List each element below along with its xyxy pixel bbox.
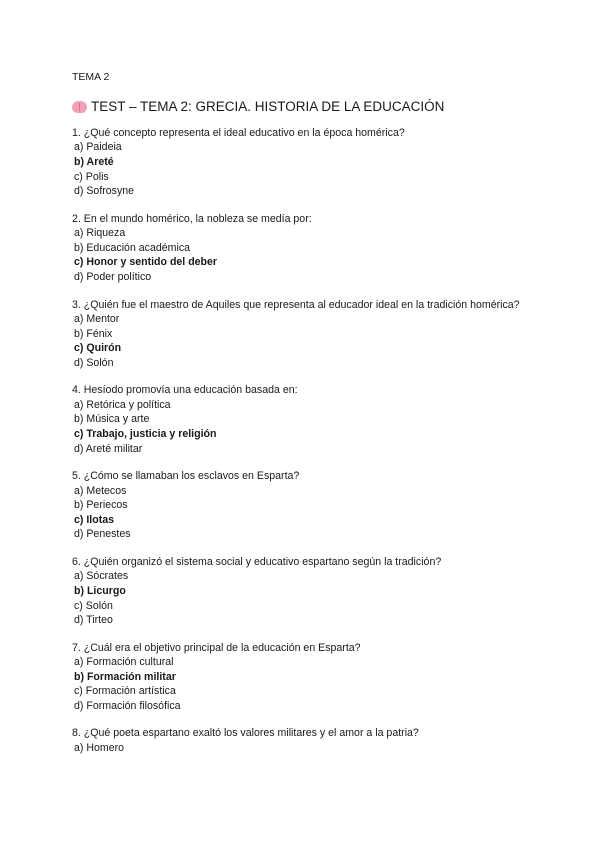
document-page: [72, 70, 542, 755]
answer-option: c) Formación artística: [74, 685, 176, 698]
brain-icon: [72, 101, 87, 113]
answer-option: d) Areté militar: [74, 442, 143, 455]
answer-option: a) Sócrates: [74, 570, 129, 583]
question-text: 6. ¿Quién organizó el sistema social y educativo espartano según la tradición?: [72, 555, 442, 568]
answer-option: b) Fénix: [74, 327, 113, 340]
answer-option-correct: b) Areté: [74, 156, 114, 168]
question-text: 5. ¿Cómo se llamaban los esclavos en Esparta?: [72, 470, 300, 483]
answer-option: b) Periecos: [74, 499, 128, 512]
question-text: 4. Hesíodo promovía una educación basada en:: [72, 384, 298, 397]
answer-option-correct: c) Trabajo, justicia y religión: [74, 427, 217, 440]
answer-option: b) Música y arte: [74, 413, 150, 426]
question-block: [72, 212, 542, 285]
question-block: [72, 469, 542, 542]
question-block: [72, 298, 542, 371]
question-text: 8. ¿Qué poeta espartano exaltó los valores militares y el amor a la patria?: [72, 727, 419, 740]
answer-option-correct: c) Quirón: [74, 342, 122, 355]
answer-option: a) Mentor: [74, 312, 120, 325]
answer-option: d) Formación filosófica: [74, 699, 181, 712]
answer-option: d) Sofrosyne: [74, 185, 135, 198]
answer-option: d) Tirteo: [74, 614, 113, 627]
answer-option: d) Poder político: [74, 270, 152, 283]
answer-option: a) Formación cultural: [74, 656, 174, 669]
question-text: 1. ¿Qué concepto representa el ideal educativo en la época homérica?: [72, 127, 405, 139]
answer-option: b) Educación académica: [74, 241, 191, 254]
question-text: 3. ¿Quién fue el maestro de Aquiles que representa al educador ideal en la tradición homérica?: [72, 298, 520, 311]
question-block: [72, 641, 542, 714]
page-title: TEST – TEMA 2: GRECIA. HISTORIA DE LA EDUCACIÓN: [91, 99, 445, 114]
question-text: 2. En el mundo homérico, la nobleza se medía por:: [72, 212, 312, 225]
answer-option: c) Polis: [74, 170, 109, 183]
question-block: [72, 126, 542, 199]
question-block: [72, 383, 542, 456]
question-block: [72, 555, 542, 628]
answer-option: a) Riqueza: [74, 227, 126, 240]
answer-option: d) Solón: [74, 356, 114, 369]
question-block: [72, 726, 542, 755]
answer-option-correct: b) Formación militar: [74, 670, 176, 683]
answer-option: a) Retórica y política: [74, 398, 171, 411]
answer-option: d) Penestes: [74, 528, 131, 541]
question-list: [72, 126, 542, 755]
answer-option-correct: c) Honor y sentido del deber: [74, 256, 218, 269]
answer-option-correct: b) Licurgo: [74, 584, 126, 597]
question-text: 7. ¿Cuál era el objetivo principal de la educación en Esparta?: [72, 641, 361, 654]
section-label: TEMA 2: [72, 71, 110, 83]
answer-option: a) Homero: [74, 741, 125, 754]
answer-option-correct: c) Ilotas: [74, 513, 115, 526]
answer-option: a) Metecos: [74, 484, 127, 497]
answer-option: a) Paideia: [74, 141, 122, 154]
page-title-row: [72, 98, 542, 116]
answer-option: c) Solón: [74, 599, 113, 612]
